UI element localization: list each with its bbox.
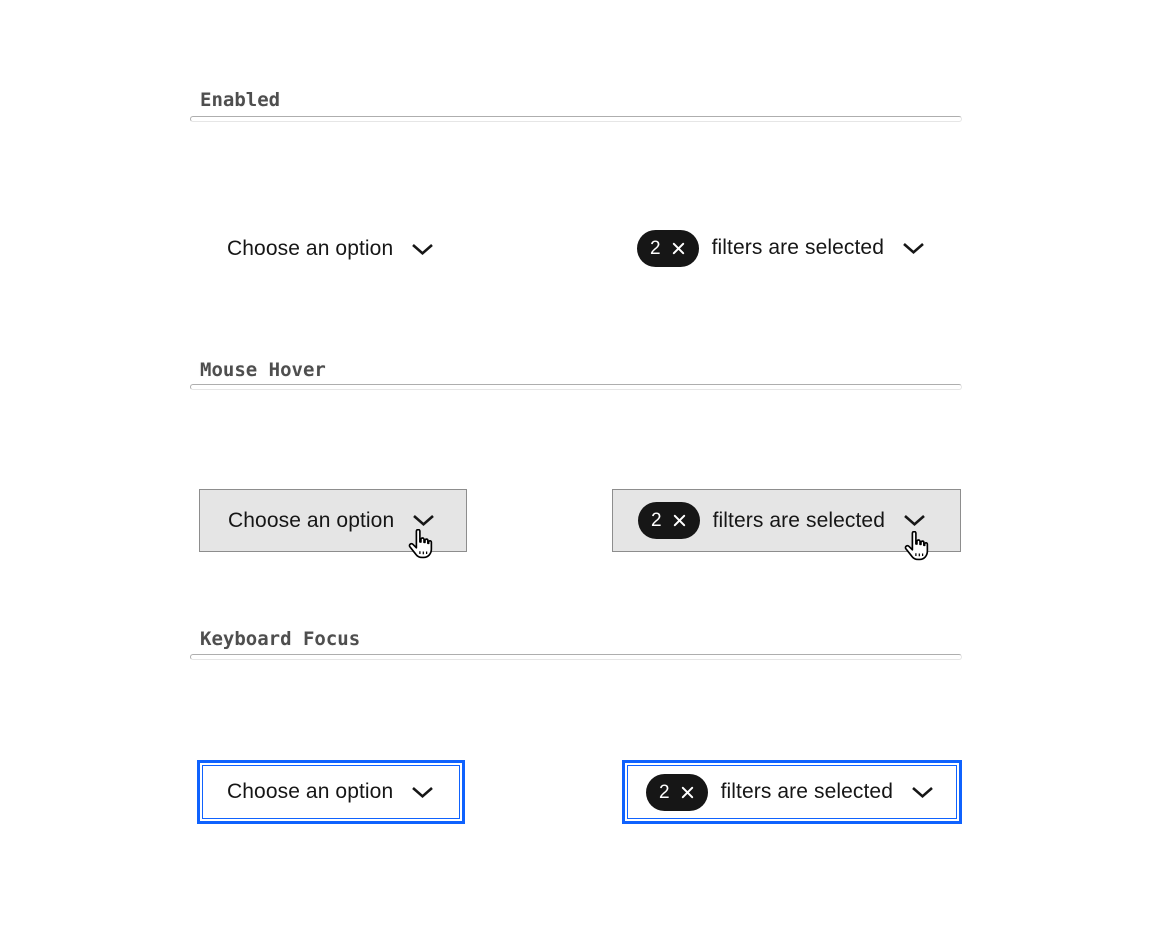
section-divider — [190, 654, 962, 660]
focus-ring-inner — [627, 765, 957, 819]
section-title-enabled: Enabled — [200, 89, 281, 111]
selection-count-tag — [646, 774, 708, 811]
dropdown-label: Choose an option — [227, 237, 394, 260]
multiselect-trigger-hover[interactable] — [612, 489, 961, 552]
multiselect-trigger-focus[interactable] — [622, 760, 962, 824]
tag-count: 2 — [651, 510, 662, 531]
dropdown-trigger-hover[interactable] — [199, 489, 467, 552]
multiselect-label: filters are selected — [720, 780, 893, 803]
multiselect-trigger-enabled[interactable] — [637, 229, 925, 267]
selection-count-tag — [637, 230, 699, 267]
close-icon — [672, 513, 687, 528]
dropdown-label: Choose an option — [228, 508, 395, 532]
chevron-down-icon — [911, 786, 934, 799]
multiselect-label: filters are selected — [712, 508, 885, 532]
focus-ring-inner — [202, 765, 460, 819]
section-title-keyboard-focus: Keyboard Focus — [200, 628, 361, 650]
section-title-mouse-hover: Mouse Hover — [200, 359, 326, 381]
chevron-down-icon — [411, 786, 434, 799]
dropdown-trigger-enabled[interactable] — [227, 230, 434, 268]
dropdown-trigger-focus[interactable] — [197, 760, 465, 824]
clear-selection-button[interactable] — [680, 785, 695, 800]
chevron-down-icon — [903, 514, 926, 527]
section-divider — [190, 384, 962, 390]
clear-selection-button[interactable] — [671, 241, 686, 256]
chevron-down-icon — [411, 243, 434, 256]
tag-count: 2 — [659, 781, 670, 803]
section-divider — [190, 116, 962, 122]
multiselect-label: filters are selected — [711, 236, 884, 259]
close-icon — [671, 241, 686, 256]
tag-count: 2 — [650, 237, 661, 259]
selection-count-tag — [638, 502, 700, 539]
chevron-down-icon — [902, 242, 925, 255]
close-icon — [680, 785, 695, 800]
dropdown-label: Choose an option — [227, 780, 394, 803]
clear-selection-button[interactable] — [672, 513, 687, 528]
chevron-down-icon — [412, 514, 435, 527]
